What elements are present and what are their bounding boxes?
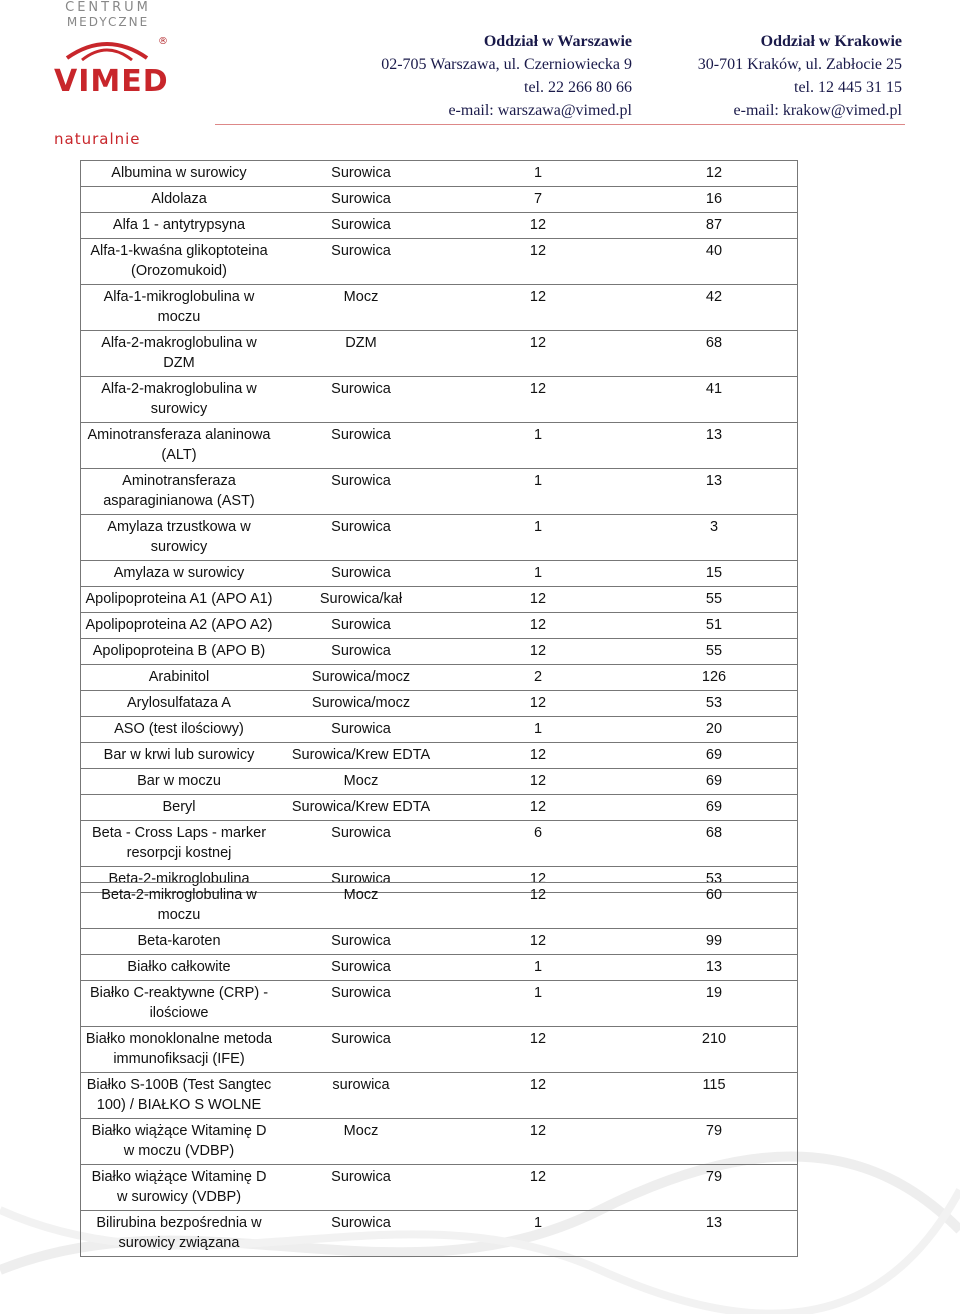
price-cell: 13 (631, 423, 798, 469)
turnaround-days-cell: 12 (445, 883, 631, 929)
sample-type-cell: Surowica (277, 867, 445, 893)
logo-line-centrum: CENTRUM (65, 0, 151, 15)
sample-type-cell: Surowica (277, 717, 445, 743)
test-name-cell: Bar w moczu (81, 769, 278, 795)
logo-emblem-icon (62, 36, 152, 62)
sample-type-cell: Surowica (277, 377, 445, 423)
sample-type-cell: Surowica/Krew EDTA (277, 795, 445, 821)
turnaround-days-cell: 12 (445, 929, 631, 955)
table-row (81, 377, 798, 423)
sample-type-cell: Surowica/kał (277, 587, 445, 613)
price-cell: 15 (631, 561, 798, 587)
sample-type-cell: DZM (277, 331, 445, 377)
sample-type-cell: Surowica/mocz (277, 691, 445, 717)
test-name-cell: Białko C-reaktywne (CRP) - ilościowe (81, 981, 278, 1027)
price-cell: 126 (631, 665, 798, 691)
price-cell: 60 (631, 883, 798, 929)
sample-type-cell: Surowica (277, 161, 445, 187)
test-name-cell: Beta-2-mikroglobulina (81, 867, 278, 893)
test-name-cell: Alfa 1 - antytrypsyna (81, 213, 278, 239)
table-row (81, 691, 798, 717)
vimed-logo (48, 0, 178, 150)
price-cell: 16 (631, 187, 798, 213)
turnaround-days-cell: 1 (445, 423, 631, 469)
table-row (81, 639, 798, 665)
price-cell: 55 (631, 587, 798, 613)
turnaround-days-cell: 7 (445, 187, 631, 213)
test-name-cell: Beta - Cross Laps - marker resorpcji kostnej (81, 821, 278, 867)
sample-type-cell: Surowica (277, 515, 445, 561)
price-cell: 79 (631, 1165, 798, 1211)
test-price-table (80, 160, 798, 893)
price-cell: 99 (631, 929, 798, 955)
turnaround-days-cell: 12 (445, 743, 631, 769)
test-name-cell: Beta-2-mikroglobulina w moczu (81, 883, 278, 929)
turnaround-days-cell: 1 (445, 561, 631, 587)
test-name-cell: Aldolaza (81, 187, 278, 213)
office-phone: tel. 12 445 31 15 (794, 79, 902, 96)
sample-type-cell: Mocz (277, 883, 445, 929)
table-row (81, 213, 798, 239)
sample-type-cell: Surowica/mocz (277, 665, 445, 691)
turnaround-days-cell: 1 (445, 1211, 631, 1257)
header-divider (215, 124, 905, 125)
turnaround-days-cell: 12 (445, 331, 631, 377)
test-name-cell: Apolipoproteina A2 (APO A2) (81, 613, 278, 639)
turnaround-days-cell: 12 (445, 587, 631, 613)
table-row (81, 239, 798, 285)
sample-type-cell: Surowica (277, 1165, 445, 1211)
table-row (81, 1073, 798, 1119)
office-email: e-mail: krakow@vimed.pl (733, 102, 902, 119)
turnaround-days-cell: 12 (445, 1027, 631, 1073)
price-cell: 68 (631, 331, 798, 377)
table-row (81, 743, 798, 769)
table-row (81, 331, 798, 377)
table-row (81, 1211, 798, 1257)
sample-type-cell: Surowica (277, 613, 445, 639)
turnaround-days-cell: 1 (445, 161, 631, 187)
table-row (81, 883, 798, 929)
test-name-cell: Alfa-2-makroglobulina w surowicy (81, 377, 278, 423)
test-name-cell: Bilirubina bezpośrednia w surowicy związana (81, 1211, 278, 1257)
office-email: e-mail: warszawa@vimed.pl (448, 102, 632, 119)
test-name-cell: Apolipoproteina B (APO B) (81, 639, 278, 665)
test-name-cell: Beta-karoten (81, 929, 278, 955)
test-name-cell: Beryl (81, 795, 278, 821)
office-warsaw (381, 30, 632, 122)
price-cell: 13 (631, 955, 798, 981)
test-name-cell: Alfa-1-mikroglobulina w moczu (81, 285, 278, 331)
turnaround-days-cell: 12 (445, 769, 631, 795)
price-cell: 51 (631, 613, 798, 639)
price-cell: 42 (631, 285, 798, 331)
table-row (81, 587, 798, 613)
turnaround-days-cell: 1 (445, 515, 631, 561)
price-cell: 69 (631, 743, 798, 769)
test-name-cell: Arabinitol (81, 665, 278, 691)
turnaround-days-cell: 12 (445, 795, 631, 821)
turnaround-days-cell: 1 (445, 955, 631, 981)
price-cell: 13 (631, 469, 798, 515)
test-name-cell: Alfa-2-makroglobulina w DZM (81, 331, 278, 377)
office-name: Oddział w Warszawie (483, 33, 632, 50)
sample-type-cell: Mocz (277, 769, 445, 795)
turnaround-days-cell: 12 (445, 613, 631, 639)
sample-type-cell: Surowica (277, 239, 445, 285)
sample-type-cell: Surowica (277, 929, 445, 955)
sample-type-cell: Surowica (277, 423, 445, 469)
sample-type-cell: Surowica (277, 187, 445, 213)
turnaround-days-cell: 12 (445, 639, 631, 665)
table-row (81, 515, 798, 561)
test-name-cell: Bar w krwi lub surowicy (81, 743, 278, 769)
price-cell: 69 (631, 795, 798, 821)
test-name-cell: Arylosulfataza A (81, 691, 278, 717)
sample-type-cell: Surowica (277, 639, 445, 665)
price-cell: 19 (631, 981, 798, 1027)
test-name-cell: Albumina w surowicy (81, 161, 278, 187)
price-cell: 87 (631, 213, 798, 239)
table-row (81, 1165, 798, 1211)
sample-type-cell: surowica (277, 1073, 445, 1119)
turnaround-days-cell: 1 (445, 469, 631, 515)
test-name-cell: Aminotransferaza alaninowa (ALT) (81, 423, 278, 469)
table-row (81, 981, 798, 1027)
sample-type-cell: Surowica (277, 1211, 445, 1257)
sample-type-cell: Surowica (277, 213, 445, 239)
sample-type-cell: Surowica (277, 561, 445, 587)
turnaround-days-cell: 12 (445, 377, 631, 423)
table-row (81, 795, 798, 821)
turnaround-days-cell: 12 (445, 867, 631, 893)
sample-type-cell: Mocz (277, 1119, 445, 1165)
table-row (81, 285, 798, 331)
table-row (81, 821, 798, 867)
turnaround-days-cell: 12 (445, 239, 631, 285)
table-row (81, 161, 798, 187)
test-name-cell: Apolipoproteina A1 (APO A1) (81, 587, 278, 613)
price-cell: 55 (631, 639, 798, 665)
test-name-cell: Białko monoklonalne metoda immunofiksacji (IFE) (81, 1027, 278, 1073)
turnaround-days-cell: 1 (445, 981, 631, 1027)
test-name-cell: Amylaza trzustkowa w surowicy (81, 515, 278, 561)
table-row (81, 769, 798, 795)
test-price-table-continued (80, 882, 798, 1257)
price-cell: 41 (631, 377, 798, 423)
office-phone: tel. 22 266 80 66 (524, 79, 632, 96)
turnaround-days-cell: 12 (445, 1119, 631, 1165)
price-cell: 13 (631, 1211, 798, 1257)
test-name-cell: Alfa-1-kwaśna glikoptoteina (Orozomukoid) (81, 239, 278, 285)
office-address: 30-701 Kraków, ul. Zabłocie 25 (697, 56, 902, 73)
table-row (81, 613, 798, 639)
turnaround-days-cell: 12 (445, 213, 631, 239)
office-address: 02-705 Warszawa, ul. Czerniowiecka 9 (381, 56, 632, 73)
table-row (81, 1119, 798, 1165)
office-krakow (698, 30, 902, 122)
price-cell: 3 (631, 515, 798, 561)
test-name-cell: Amylaza w surowicy (81, 561, 278, 587)
test-name-cell: Aminotransferaza asparaginianowa (AST) (81, 469, 278, 515)
turnaround-days-cell: 2 (445, 665, 631, 691)
price-cell: 115 (631, 1073, 798, 1119)
registered-mark: ® (158, 36, 168, 47)
test-name-cell: Białko S-100B (Test Sangtec 100) / BIAŁKO S WOLNE (81, 1073, 278, 1119)
sample-type-cell: Mocz (277, 285, 445, 331)
table-row (81, 955, 798, 981)
price-cell: 53 (631, 867, 798, 893)
logo-tagline: naturalnie (54, 130, 141, 148)
table-row (81, 1027, 798, 1073)
table-row (81, 423, 798, 469)
table-row (81, 929, 798, 955)
office-name: Oddział w Krakowie (760, 33, 902, 50)
sample-type-cell: Surowica (277, 821, 445, 867)
table-row (81, 717, 798, 743)
turnaround-days-cell: 12 (445, 1073, 631, 1119)
price-cell: 12 (631, 161, 798, 187)
turnaround-days-cell: 6 (445, 821, 631, 867)
turnaround-days-cell: 1 (445, 717, 631, 743)
table-row (81, 665, 798, 691)
price-cell: 20 (631, 717, 798, 743)
price-cell: 53 (631, 691, 798, 717)
turnaround-days-cell: 12 (445, 691, 631, 717)
test-name-cell: ASO (test ilościowy) (81, 717, 278, 743)
table-row (81, 187, 798, 213)
sample-type-cell: Surowica (277, 955, 445, 981)
price-cell: 68 (631, 821, 798, 867)
table-row (81, 469, 798, 515)
price-cell: 69 (631, 769, 798, 795)
turnaround-days-cell: 12 (445, 1165, 631, 1211)
logo-line-medyczne: MEDYCZNE (66, 15, 150, 29)
price-cell: 40 (631, 239, 798, 285)
sample-type-cell: Surowica (277, 981, 445, 1027)
sample-type-cell: Surowica (277, 1027, 445, 1073)
table-row (81, 561, 798, 587)
price-cell: 210 (631, 1027, 798, 1073)
test-name-cell: Białko wiążące Witaminę D w moczu (VDBP) (81, 1119, 278, 1165)
test-name-cell: Białko całkowite (81, 955, 278, 981)
sample-type-cell: Surowica (277, 469, 445, 515)
logo-brand: VIMED (54, 64, 169, 99)
test-name-cell: Białko wiążące Witaminę D w surowicy (VDBP) (81, 1165, 278, 1211)
price-cell: 79 (631, 1119, 798, 1165)
sample-type-cell: Surowica/Krew EDTA (277, 743, 445, 769)
turnaround-days-cell: 12 (445, 285, 631, 331)
